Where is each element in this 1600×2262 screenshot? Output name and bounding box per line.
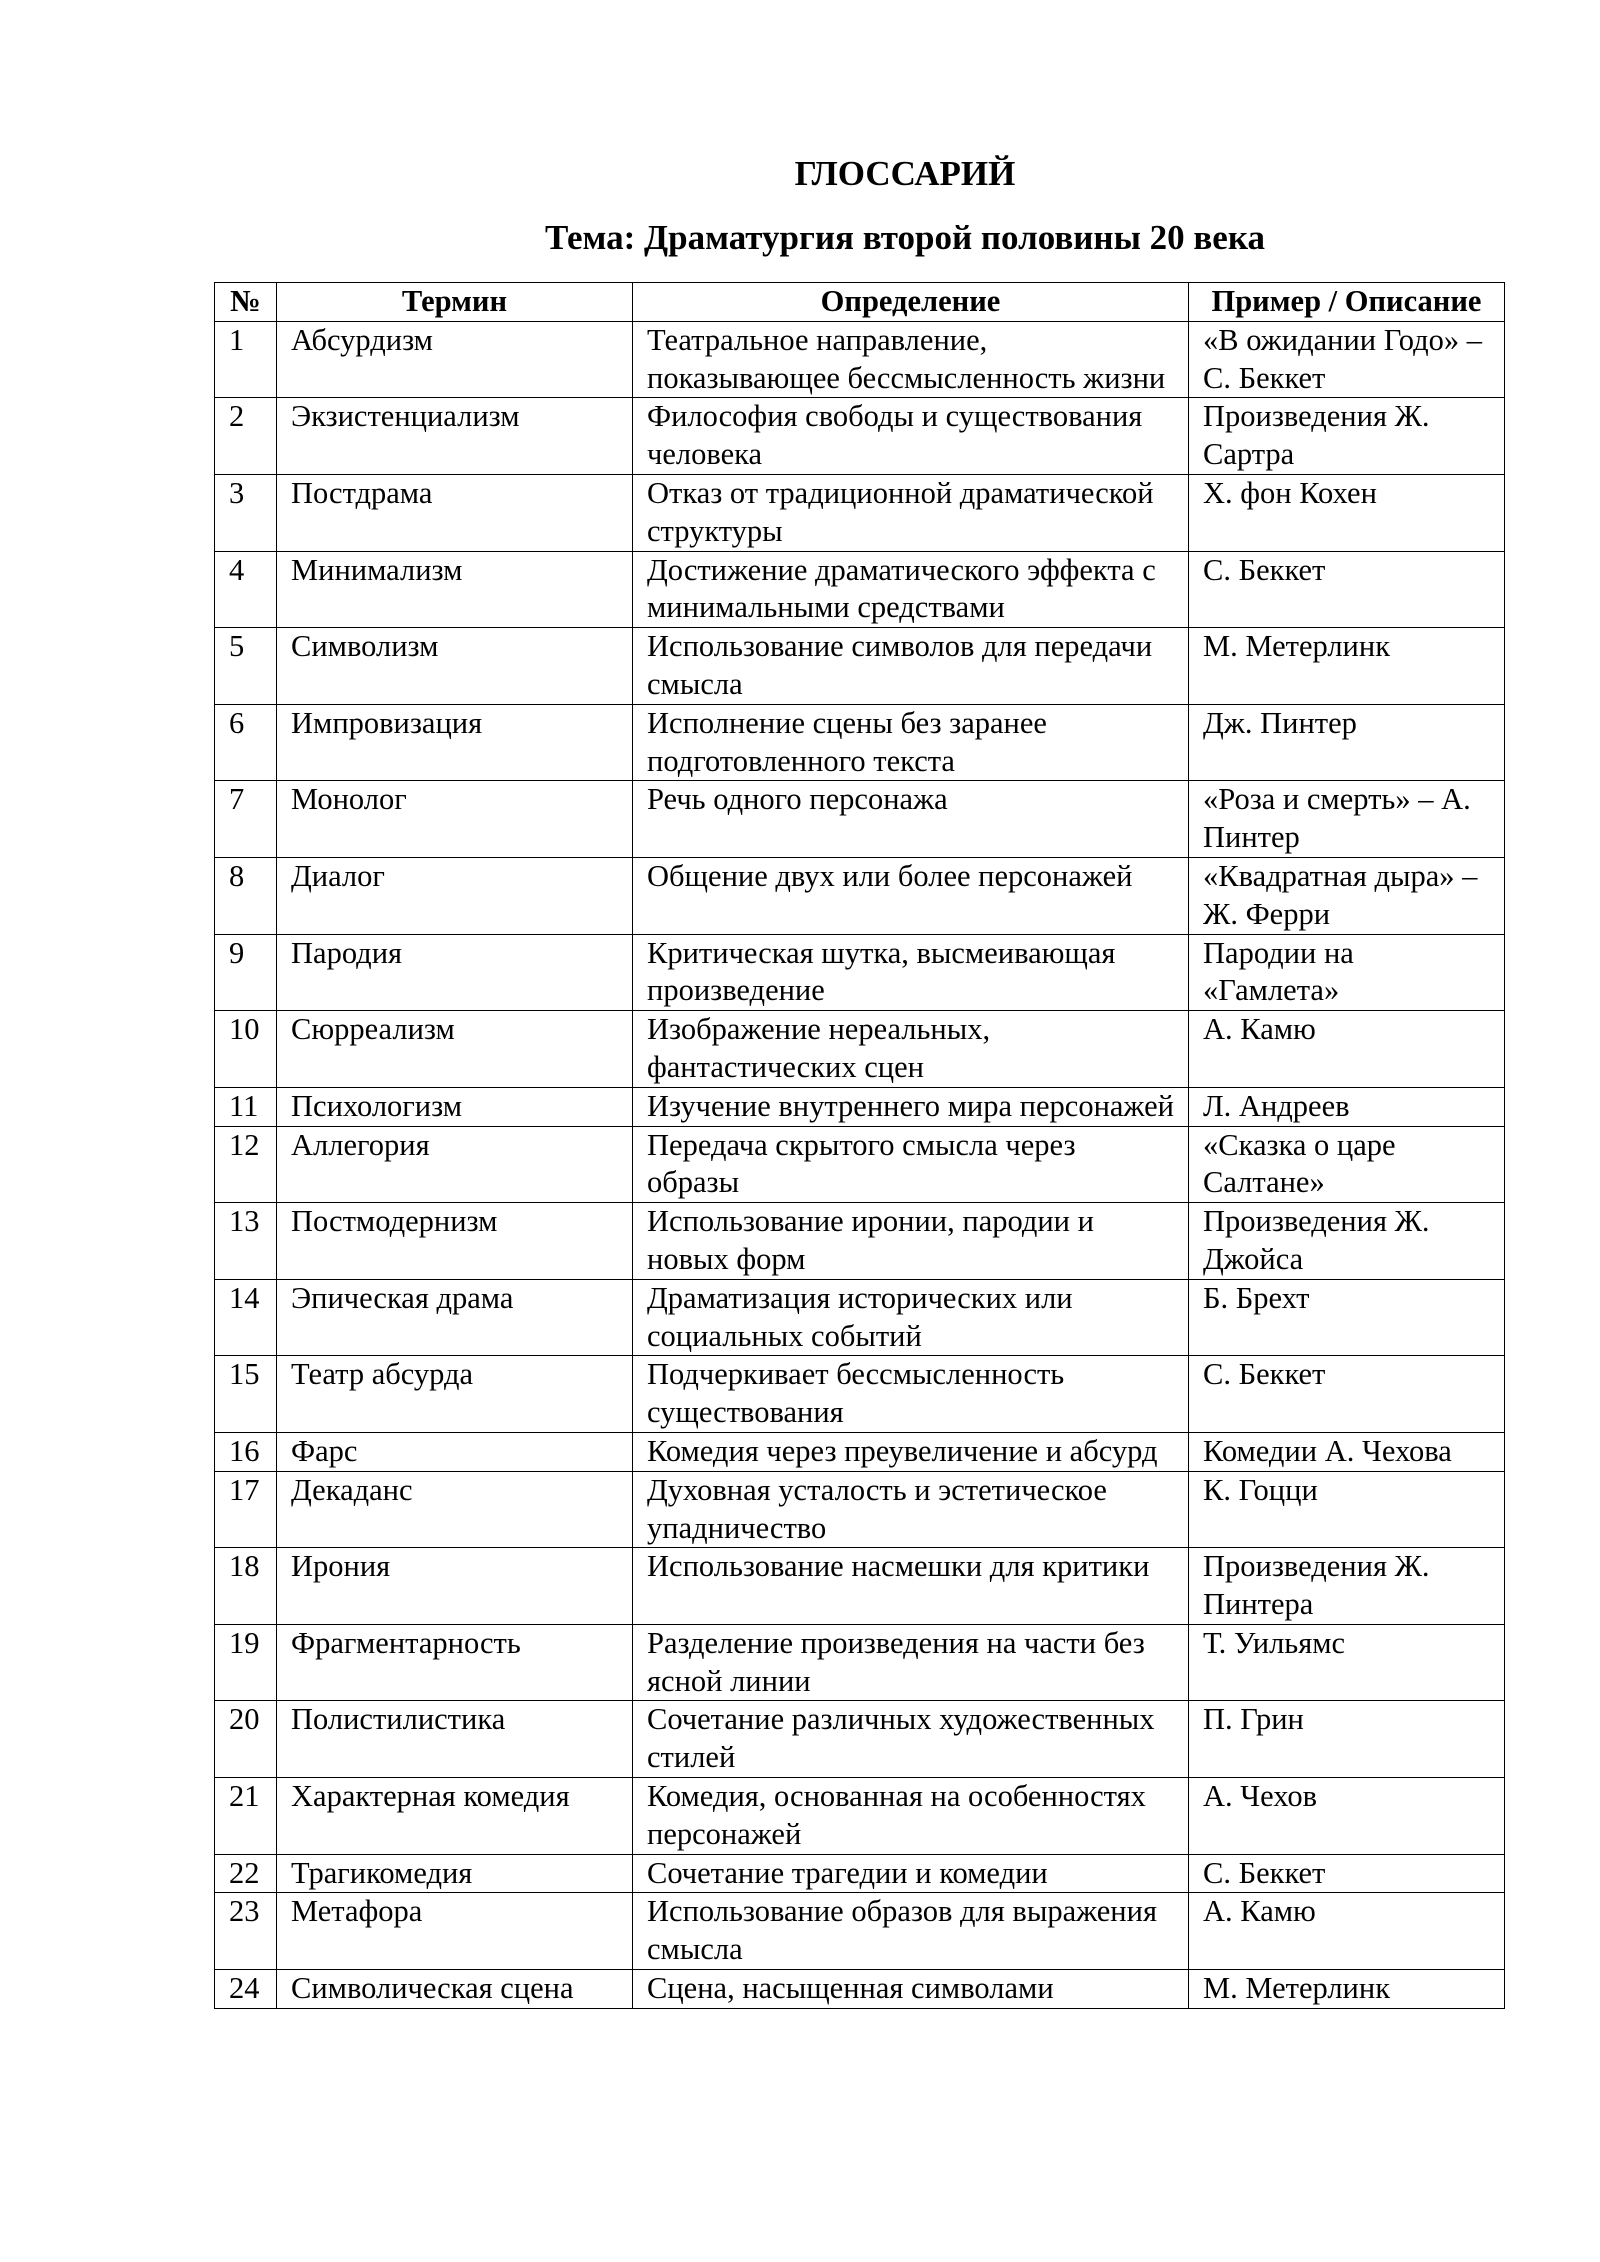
- row-number: 15: [215, 1356, 277, 1433]
- table-row: [215, 1854, 1505, 1893]
- glossary-table: [214, 282, 1505, 2009]
- row-term: Символизм: [277, 628, 633, 705]
- row-term: Полистилистика: [277, 1701, 633, 1778]
- row-term: Монолог: [277, 781, 633, 858]
- row-number: 5: [215, 628, 277, 705]
- table-row: [215, 1701, 1505, 1778]
- row-term: Абсурдизм: [277, 321, 633, 398]
- row-definition: Использование символов для передачи смысла: [633, 628, 1189, 705]
- table-row: [215, 857, 1505, 934]
- row-number: 22: [215, 1854, 277, 1893]
- table-row: [215, 1126, 1505, 1203]
- row-definition: Использование иронии, пародии и новых форм: [633, 1203, 1189, 1280]
- table-row: [215, 1970, 1505, 2009]
- row-definition: Передача скрытого смысла через образы: [633, 1126, 1189, 1203]
- row-term: Импровизация: [277, 704, 633, 781]
- table-row: [215, 1624, 1505, 1701]
- row-example: Произведения Ж. Пинтера: [1189, 1548, 1505, 1625]
- row-example: С. Беккет: [1189, 1854, 1505, 1893]
- row-term: Декаданс: [277, 1471, 633, 1548]
- row-term: Экзистенциализм: [277, 398, 633, 475]
- header-definition: Определение: [633, 283, 1189, 322]
- header-term: Термин: [277, 283, 633, 322]
- glossary-table-body: [215, 321, 1505, 2008]
- row-term: Сюрреализм: [277, 1011, 633, 1088]
- table-row: [215, 1011, 1505, 1088]
- row-definition: Изучение внутреннего мира персонажей: [633, 1087, 1189, 1126]
- row-term: Театр абсурда: [277, 1356, 633, 1433]
- row-number: 21: [215, 1778, 277, 1855]
- row-definition: Подчеркивает бессмысленность существования: [633, 1356, 1189, 1433]
- row-definition: Использование образов для выражения смысла: [633, 1893, 1189, 1970]
- row-example: Произведения Ж. Джойса: [1189, 1203, 1505, 1280]
- table-row: [215, 934, 1505, 1011]
- row-example: Б. Брехт: [1189, 1279, 1505, 1356]
- row-number: 2: [215, 398, 277, 475]
- row-example: Т. Уильямс: [1189, 1624, 1505, 1701]
- row-definition: Духовная усталость и эстетическое упадничество: [633, 1471, 1189, 1548]
- row-example: М. Метерлинк: [1189, 1970, 1505, 2009]
- table-row: [215, 1893, 1505, 1970]
- row-definition: Комедия, основанная на особенностях персонажей: [633, 1778, 1189, 1855]
- row-example: А. Чехов: [1189, 1778, 1505, 1855]
- table-row: [215, 1432, 1505, 1471]
- row-number: 24: [215, 1970, 277, 2009]
- row-number: 3: [215, 474, 277, 551]
- table-row: [215, 1087, 1505, 1126]
- row-example: «Роза и смерть» – А. Пинтер: [1189, 781, 1505, 858]
- row-number: 12: [215, 1126, 277, 1203]
- row-number: 20: [215, 1701, 277, 1778]
- row-example: А. Камю: [1189, 1011, 1505, 1088]
- row-term: Фарс: [277, 1432, 633, 1471]
- row-example: А. Камю: [1189, 1893, 1505, 1970]
- row-definition: Критическая шутка, высмеивающая произведение: [633, 934, 1189, 1011]
- row-term: Пародия: [277, 934, 633, 1011]
- row-number: 16: [215, 1432, 277, 1471]
- row-term: Эпическая драма: [277, 1279, 633, 1356]
- table-row: [215, 704, 1505, 781]
- row-number: 19: [215, 1624, 277, 1701]
- row-term: Характерная комедия: [277, 1778, 633, 1855]
- row-example: М. Метерлинк: [1189, 628, 1505, 705]
- table-row: [215, 1356, 1505, 1433]
- row-number: 14: [215, 1279, 277, 1356]
- row-definition: Сочетание трагедии и комедии: [633, 1854, 1189, 1893]
- table-row: [215, 321, 1505, 398]
- row-term: Постдрама: [277, 474, 633, 551]
- row-example: Произведения Ж. Сартра: [1189, 398, 1505, 475]
- header-example: Пример / Описание: [1189, 283, 1505, 322]
- row-definition: Сочетание различных художественных стилей: [633, 1701, 1189, 1778]
- row-example: Пародии на «Гамлета»: [1189, 934, 1505, 1011]
- row-definition: Отказ от традиционной драматической структуры: [633, 474, 1189, 551]
- row-term: Символическая сцена: [277, 1970, 633, 2009]
- page-title: ГЛОССАРИЙ: [794, 154, 1016, 193]
- table-row: [215, 398, 1505, 475]
- table-row: [215, 1471, 1505, 1548]
- row-example: С. Беккет: [1189, 551, 1505, 628]
- row-term: Постмодернизм: [277, 1203, 633, 1280]
- row-example: Дж. Пинтер: [1189, 704, 1505, 781]
- row-number: 7: [215, 781, 277, 858]
- row-example: «Сказка о царе Салтане»: [1189, 1126, 1505, 1203]
- row-number: 18: [215, 1548, 277, 1625]
- row-term: Диалог: [277, 857, 633, 934]
- table-row: [215, 781, 1505, 858]
- row-definition: Драматизация исторических или социальных событий: [633, 1279, 1189, 1356]
- row-number: 13: [215, 1203, 277, 1280]
- row-example: Х. фон Кохен: [1189, 474, 1505, 551]
- row-definition: Философия свободы и существования человека: [633, 398, 1189, 475]
- row-number: 1: [215, 321, 277, 398]
- row-definition: Изображение нереальных, фантастических сцен: [633, 1011, 1189, 1088]
- row-number: 9: [215, 934, 277, 1011]
- row-term: Минимализм: [277, 551, 633, 628]
- row-term: Трагикомедия: [277, 1854, 633, 1893]
- row-term: Метафора: [277, 1893, 633, 1970]
- row-definition: Разделение произведения на части без ясной линии: [633, 1624, 1189, 1701]
- row-number: 23: [215, 1893, 277, 1970]
- page-subtitle: Тема: Драматургия второй половины 20 века: [545, 218, 1265, 257]
- row-number: 8: [215, 857, 277, 934]
- table-row: [215, 1548, 1505, 1625]
- row-definition: Достижение драматического эффекта с минимальными средствами: [633, 551, 1189, 628]
- row-definition: Общение двух или более персонажей: [633, 857, 1189, 934]
- row-example: «Квадратная дыра» – Ж. Ферри: [1189, 857, 1505, 934]
- row-definition: Речь одного персонажа: [633, 781, 1189, 858]
- row-number: 10: [215, 1011, 277, 1088]
- row-number: 17: [215, 1471, 277, 1548]
- row-term: Ирония: [277, 1548, 633, 1625]
- row-definition: Исполнение сцены без заранее подготовленного текста: [633, 704, 1189, 781]
- row-definition: Комедия через преувеличение и абсурд: [633, 1432, 1189, 1471]
- table-row: [215, 1778, 1505, 1855]
- row-definition: Использование насмешки для критики: [633, 1548, 1189, 1625]
- row-number: 4: [215, 551, 277, 628]
- row-number: 6: [215, 704, 277, 781]
- table-row: [215, 474, 1505, 551]
- row-term: Аллегория: [277, 1126, 633, 1203]
- row-definition: Театральное направление, показывающее бессмысленность жизни: [633, 321, 1189, 398]
- row-number: 11: [215, 1087, 277, 1126]
- row-example: К. Гоцци: [1189, 1471, 1505, 1548]
- row-example: С. Беккет: [1189, 1356, 1505, 1433]
- table-row: [215, 551, 1505, 628]
- header-number: №: [215, 283, 277, 322]
- row-example: Л. Андреев: [1189, 1087, 1505, 1126]
- row-term: Фрагментарность: [277, 1624, 633, 1701]
- table-row: [215, 1203, 1505, 1280]
- row-example: П. Грин: [1189, 1701, 1505, 1778]
- table-row: [215, 1279, 1505, 1356]
- table-row: [215, 628, 1505, 705]
- row-example: «В ожидании Годо» – С. Беккет: [1189, 321, 1505, 398]
- row-term: Психологизм: [277, 1087, 633, 1126]
- row-example: Комедии А. Чехова: [1189, 1432, 1505, 1471]
- row-definition: Сцена, насыщенная символами: [633, 1970, 1189, 2009]
- table-header-row: [215, 283, 1505, 322]
